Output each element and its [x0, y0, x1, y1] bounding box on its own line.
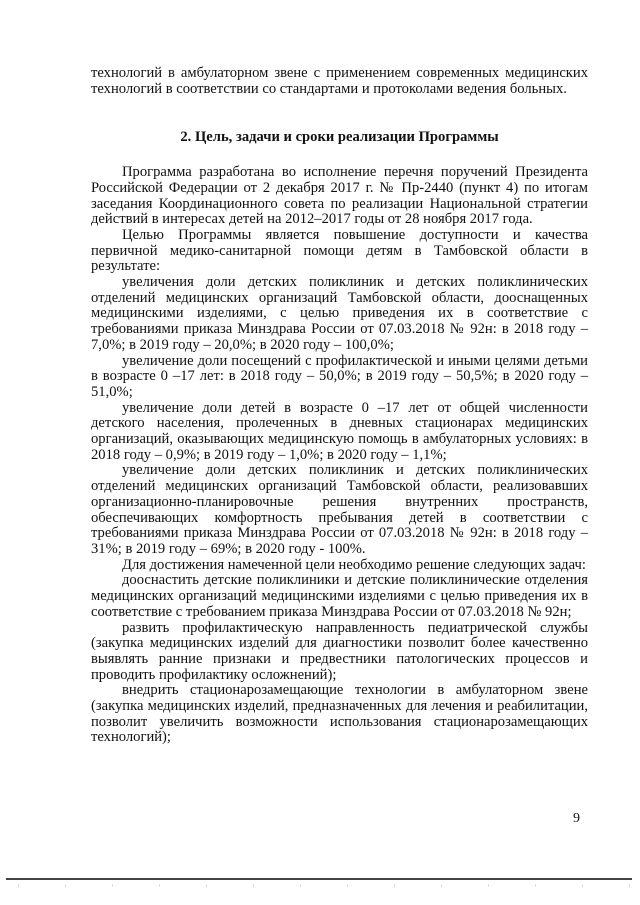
scan-footer-specks	[0, 884, 640, 887]
paragraph-task-inpatient-replacement: внедрить стационарозамещающие технологии в амбулаторном звене (закупка медицинских изделий, предназначенных для лечения и реабилитации, позволит увеличить возможности использования стационарозамещающих технологий);	[91, 682, 588, 746]
paragraph-clinics-equipped: увеличения доли детских поликлиник и детских поликлинических отделений медицинских организаций Тамбовской области, дооснащенных медицинскими изделиями, с целью приведения их в соответствие с требованиями приказа Минздрава России от 07.03.2018 № 92н: в 2018 году – 7,0%; в 2019 году – 20,0%; в 2020 году – 100,0%;	[91, 274, 588, 353]
paragraph-planning-solutions: увеличение доли детских поликлиник и детских поликлинических отделений медицинских организаций Тамбовской области, реализовавших организационно-планировочные решения внутренних пространств, обеспечивающих комфортность пребывания детей в соответствии с требованиями приказа Минздрава России от 07.03.2018 № 92н: в 2018 году – 31%; в 2019 году – 69%; в 2020 году - 100%.	[91, 462, 588, 557]
paragraph-tasks-intro: Для достижения намеченной цели необходимо решение следующих задач:	[122, 556, 586, 573]
paragraph-program-basis: Программа разработана во исполнение перечня поручений Президента Российской Федерации от 2 декабря 2017 г. № Пр-2440 (пункт 4) по итогам заседания Координационного совета по реализации Национальной стратегии действий в интересах детей на 2012–2017 годы от 28 ноября 2017 года.	[91, 164, 588, 228]
intro-paragraph: технологий в амбулаторном звене с применением современных медицинских технологий в соответствии со стандартами и протоколами ведения больных.	[91, 65, 588, 97]
paragraph-task-equip: дооснастить детские поликлиники и детские поликлинические отделения медицинских организаций медицинскими изделиями с целью приведения их в соответствие с требованием приказа Минздрава России от 07.03.2018 № 92н;	[91, 572, 588, 620]
page-number: 9	[573, 811, 580, 826]
document-page	[91, 66, 588, 746]
paragraph-preventive-visits: увеличение доли посещений с профилактической и иными целями детьми в возрасте 0 –17 лет: в 2018 году – 50,0%; в 2019 году – 50,5%; в 2020 году – 51,0%;	[91, 352, 588, 400]
scan-footer-line	[6, 878, 632, 880]
paragraph-task-prevention: развить профилактическую направленность педиатрической службы (закупка медицинских изделий для диагностики позволит более качественно выявлять ранние признаки и предвестники патологических процессов и проводить профилактику осложнений);	[91, 619, 588, 683]
paragraph-program-goal: Целью Программы является повышение доступности и качества первичной медико-санитарной помощи детям в Тамбовской области в результате:	[91, 226, 588, 275]
paragraph-day-hospitals: увеличение доли детей в возрасте 0 –17 лет от общей численности детского населения, пролеченных в дневных стационарах медицинских организаций, оказывающих медицинскую помощь в амбулаторных условиях: в 2018 году – 0,9%; в 2019 году – 1,0%; в 2020 году – 1,1%;	[91, 399, 588, 463]
section-heading: 2. Цель, задачи и сроки реализации Программы	[180, 129, 499, 146]
